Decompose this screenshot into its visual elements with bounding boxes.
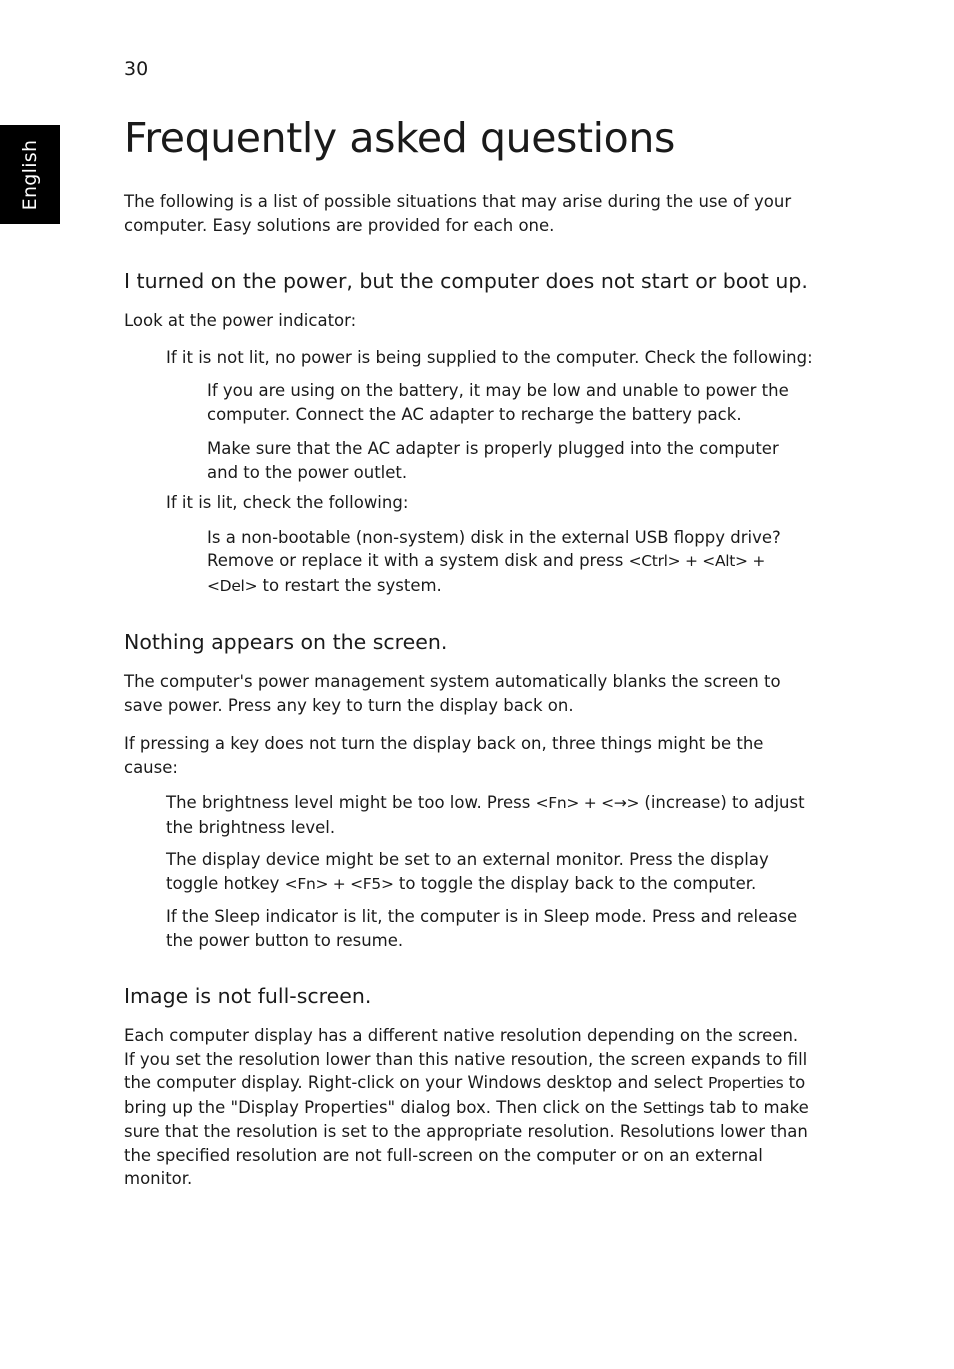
q1-disk-key: <Ctrl> + <Alt> + <Del>: [207, 552, 766, 595]
q2-brightness-text: The brightness level might be too low. Press: [166, 793, 536, 812]
q1-battery: If you are using on the battery, it may be low and unable to power the computer. Connect the AC adapter to recharge the battery pack.: [207, 381, 789, 424]
q3-text-2: to bring up the "Display Properties" dialog box. Then click on the: [124, 1073, 806, 1117]
language-tab-label: English: [19, 139, 41, 211]
q2-brightness: [166, 791, 814, 839]
q2-heading: Nothing appears on the screen.: [124, 630, 448, 654]
q1-not-lit: If it is not lit, no power is being supplied to the computer. Check the following:: [166, 347, 813, 367]
q2-display-key: <Fn> + <F5>: [284, 874, 394, 893]
intro-paragraph: The following is a list of possible situations that may arise during the use of your computer. Easy solutions are provided for each one.: [124, 192, 792, 235]
q2-display: [166, 848, 814, 896]
q2-display-text-end: to toggle the display back to the computer.: [393, 873, 757, 893]
page-title: Frequently asked questions: [124, 114, 675, 162]
q1-adapter: Make sure that the AC adapter is properly plugged into the computer and to the power outlet.: [207, 439, 779, 482]
q2-brightness-text-end: (increase) to adjust the brightness level.: [166, 793, 805, 837]
q3-paragraph: [124, 1024, 814, 1191]
q3-text-1: Each computer display has a different native resolution depending on the screen. If you set the resolution lower than this native resoution, the screen expands to fill the computer display. Right-click on your Windows desktop and select: [124, 1026, 808, 1092]
page-number: 30: [124, 58, 149, 80]
q1-heading: I turned on the power, but the computer does not start or boot up.: [124, 269, 808, 293]
page-content: [124, 110, 814, 1191]
q2-display-text: The display device might be set to an external monitor. Press the display toggle hotkey: [166, 850, 769, 893]
q3-properties-key: Properties: [708, 1074, 784, 1092]
q2-paragraph-1: The computer's power management system automatically blanks the screen to save power. Press any key to turn the display back on.: [124, 672, 781, 715]
language-tab: [0, 125, 60, 224]
q1-lead: Look at the power indicator:: [124, 311, 357, 330]
q1-disk-text: Is a non-bootable (non-system) disk in the external USB floppy drive? Remove or replace it with a system disk and press: [207, 527, 781, 570]
q3-heading: Image is not full-screen.: [124, 984, 372, 1008]
q3-settings-key: Settings: [642, 1098, 705, 1117]
q2-sleep: If the Sleep indicator is lit, the computer is in Sleep mode. Press and release the power button to resume.: [166, 907, 798, 950]
q1-lit: If it is lit, check the following:: [166, 493, 409, 512]
q1-disk-text-end: to restart the system.: [257, 575, 442, 595]
q2-paragraph-2: If pressing a key does not turn the display back on, three things might be the cause:: [124, 734, 764, 777]
q3-text-3: tab to make sure that the resolution is set to the appropriate resolution. Resolutions lower than the specified resolution are not full-screen on the computer or on an external monitor.: [124, 1097, 809, 1188]
q1-disk: [207, 526, 814, 599]
q2-brightness-key: <Fn> + <→>: [535, 794, 640, 812]
